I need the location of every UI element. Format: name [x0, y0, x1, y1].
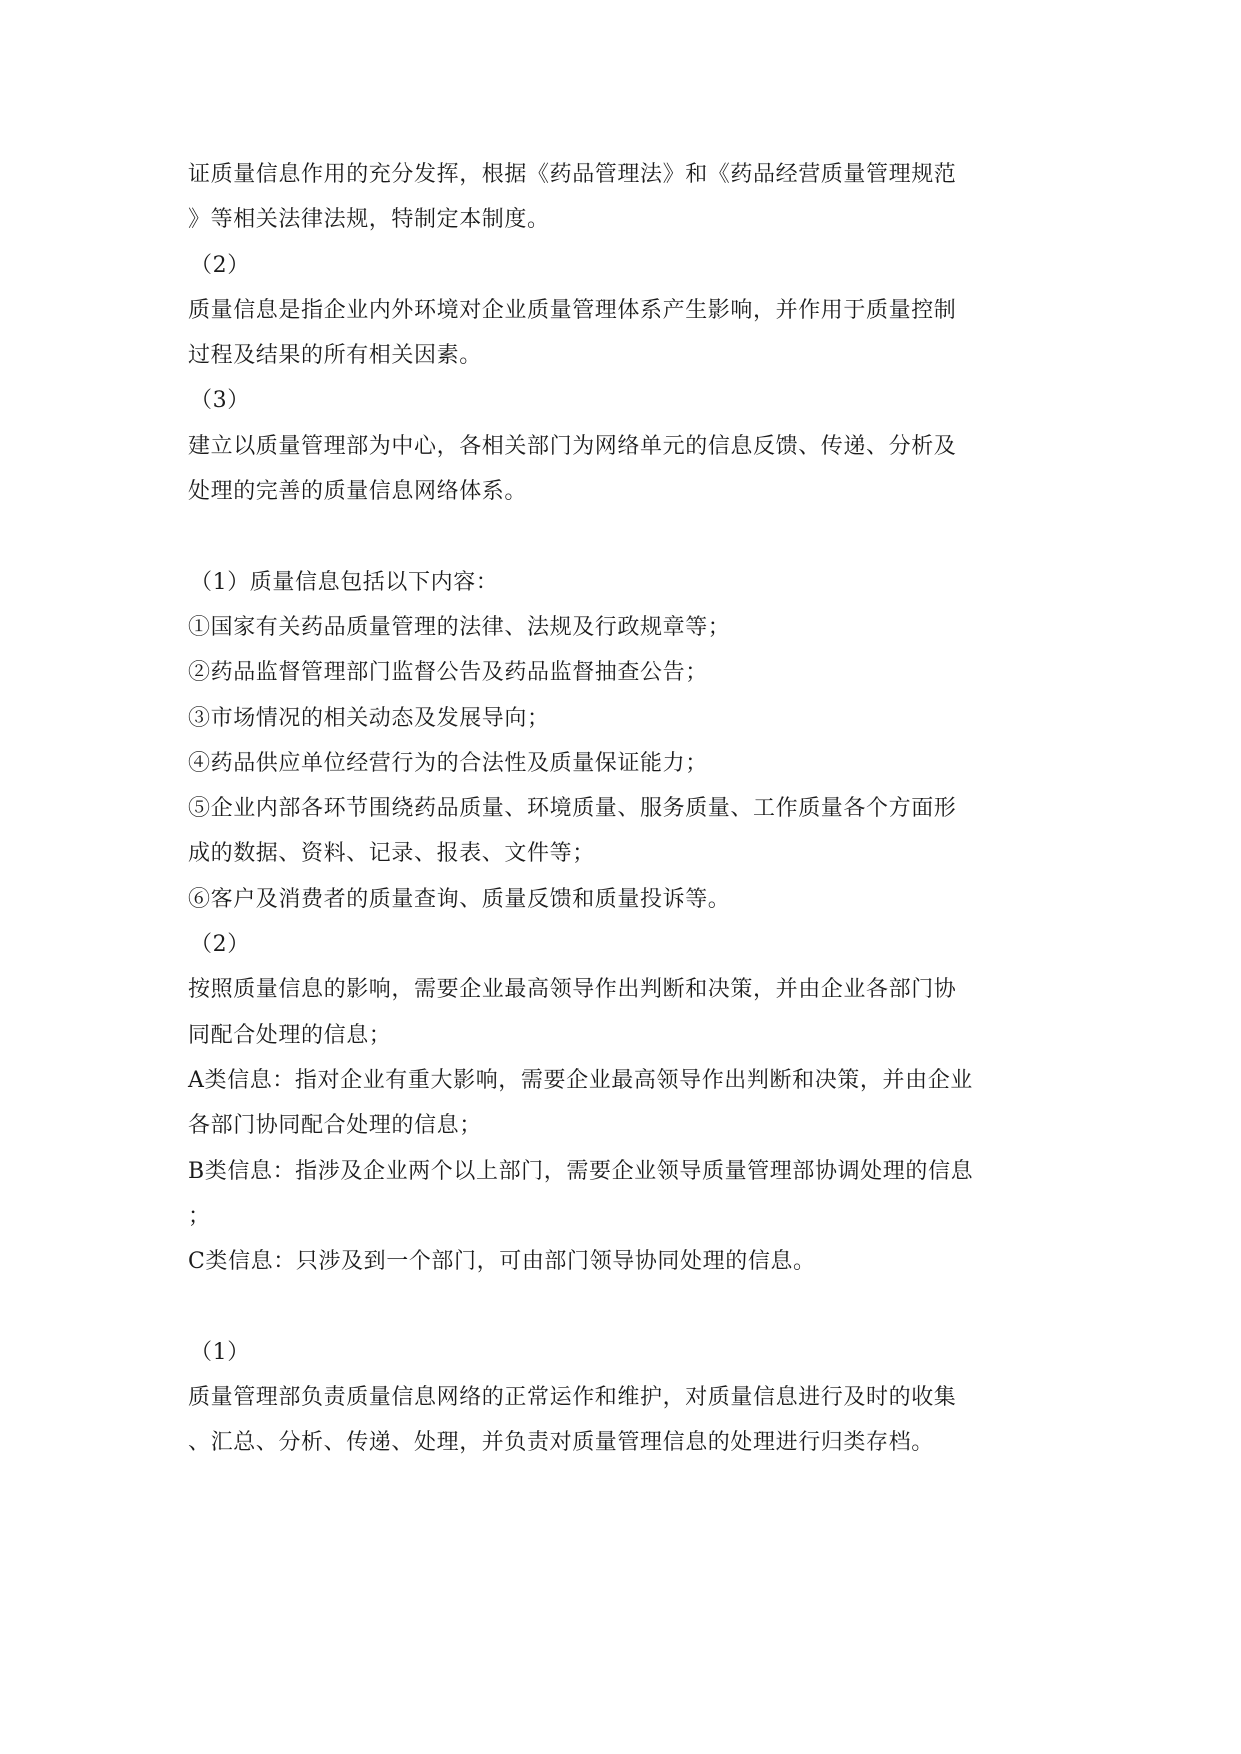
section-number: （2） [190, 252, 250, 278]
text-line: A类信息：指对企业有重大影响，需要企业最高领导作出判断和决策，并由企业 [188, 1067, 973, 1093]
text-line: 建立以质量管理部为中心，各相关部门为网络单元的信息反馈、传递、分析及 [188, 433, 957, 459]
text-line: C类信息：只涉及到一个部门，可由部门领导协同处理的信息。 [188, 1249, 816, 1275]
text-line: 过程及结果的所有相关因素。 [188, 343, 482, 369]
paragraph-gap [188, 514, 1058, 559]
text-line: 证质量信息作用的充分发挥，根据《药品管理法》和《药品经营质量管理规范 [188, 162, 957, 187]
list-item: ⑤企业内部各环节围绕药品质量、环境质量、服务质量、工作质量各个方面形 [188, 796, 957, 822]
text-line: ； [188, 1203, 211, 1229]
list-item: ①国家有关药品质量管理的法律、法规及行政规章等； [188, 614, 731, 640]
text-line: 处理的完善的质量信息网络体系。 [188, 479, 528, 505]
paragraph-gap [188, 1284, 1058, 1329]
text-line: 按照质量信息的影响，需要企业最高领导作出判断和决策，并由企业各部门协 [188, 977, 957, 1003]
list-item: ③市场情况的相关动态及发展导向； [188, 705, 550, 731]
text-line: 质量管理部负责质量信息网络的正常运作和维护，对质量信息进行及时的收集 [188, 1385, 957, 1411]
text-line: 、汇总、分析、传递、处理，并负责对质量管理信息的处理进行归类存档。 [188, 1430, 934, 1456]
document-body [188, 152, 1058, 1466]
list-item-continuation: 成的数据、资料、记录、报表、文件等； [188, 841, 595, 867]
section-number: （3） [190, 388, 250, 414]
section-number: （2） [190, 932, 250, 958]
list-item: ④药品供应单位经营行为的合法性及质量保证能力； [188, 750, 708, 776]
list-item: ⑥客户及消费者的质量查询、质量反馈和质量投诉等。 [188, 886, 731, 912]
text-line: 质量信息是指企业内外环境对企业质量管理体系产生影响，并作用于质量控制 [188, 297, 957, 323]
list-item: ②药品监督管理部门监督公告及药品监督抽查公告； [188, 660, 708, 686]
section-number: （1） [190, 1339, 250, 1365]
text-line: B类信息：指涉及企业两个以上部门，需要企业领导质量管理部协调处理的信息 [188, 1158, 974, 1184]
section-heading: （1）质量信息包括以下内容： [190, 569, 499, 595]
text-line: 各部门协同配合处理的信息； [188, 1113, 482, 1139]
text-line: 》等相关法律法规，特制定本制度。 [188, 207, 550, 233]
text-line: 同配合处理的信息； [188, 1022, 392, 1048]
